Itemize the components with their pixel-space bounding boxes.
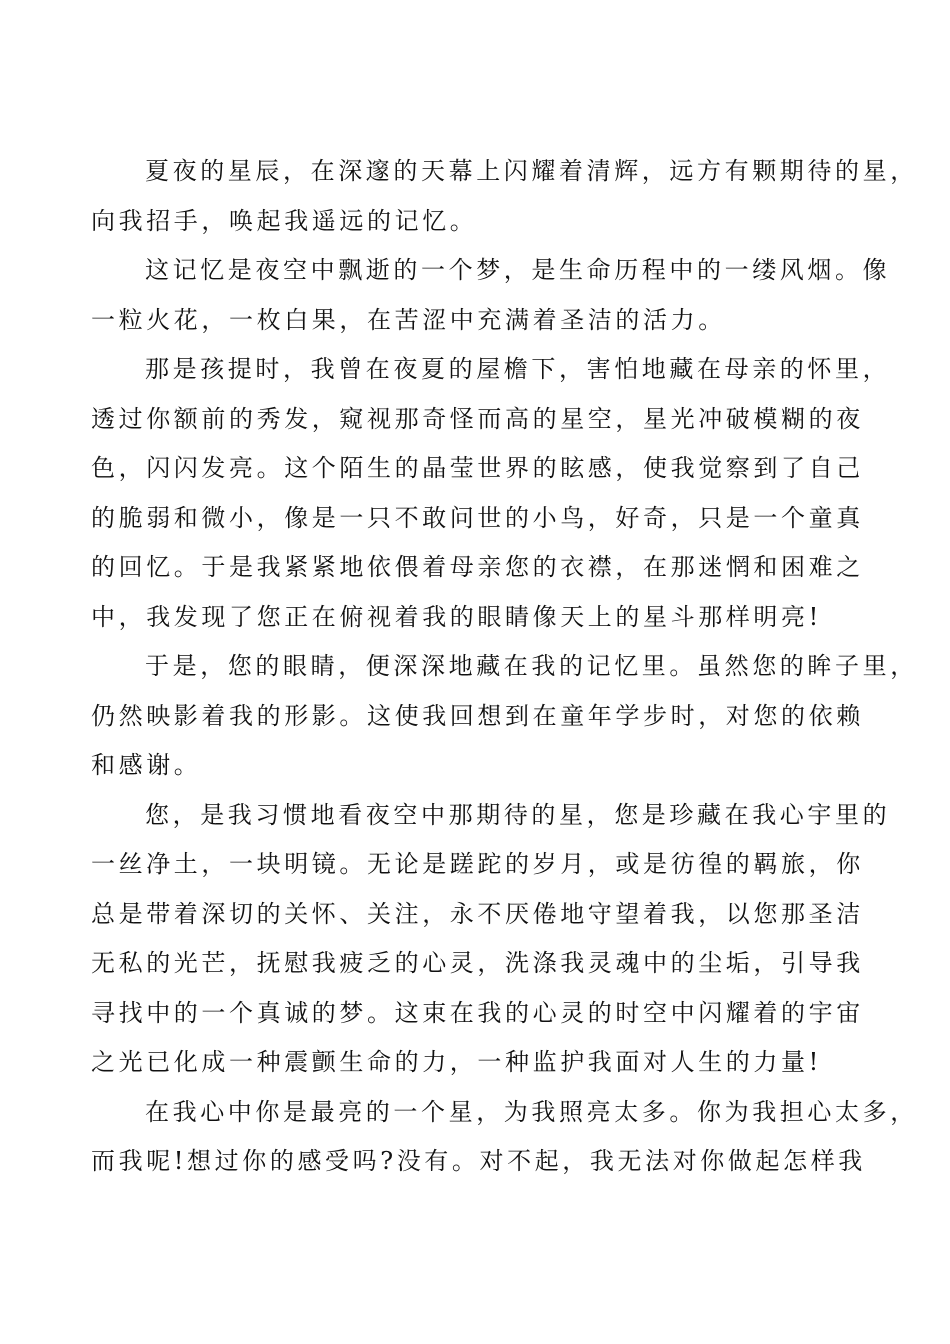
paragraph-5 <box>91 791 891 1088</box>
text-line: 寻找中的一个真诚的梦。这束在我的心灵的时空中闪耀着的宇宙 <box>91 998 864 1027</box>
text-line: 总是带着深切的关怀、关注，永不厌倦地守望着我，以您那圣洁 <box>91 899 864 928</box>
text-line: 中，我发现了您正在俯视着我的眼睛像天上的星斗那样明亮! <box>91 602 822 631</box>
text-line: 一丝净土，一块明镜。无论是蹉跎的岁月，或是彷徨的羁旅，你 <box>91 850 864 878</box>
text-line: 和感谢。 <box>91 751 202 779</box>
text-line: 的脆弱和微小，像是一只不敢问世的小鸟，好奇，只是一个童真 <box>91 503 864 532</box>
paragraph-4 <box>91 642 918 791</box>
paragraph-6 <box>91 1088 918 1187</box>
text-line: 向我招手，唤起我遥远的记忆。 <box>91 206 478 235</box>
text-line: 这记忆是夜空中飘逝的一个梦，是生命历程中的一缕风烟。像 <box>145 256 891 284</box>
text-line: 一粒火花，一枚白果，在苦涩中充满着圣洁的活力。 <box>91 305 726 334</box>
text-line: 色，闪闪发亮。这个陌生的晶莹世界的眩感，使我觉察到了自己 <box>91 454 864 482</box>
text-line: 的回忆。于是我紧紧地依偎着母亲您的衣襟，在那迷惘和困难之 <box>91 553 864 581</box>
paragraph-3 <box>91 345 891 642</box>
text-line: 无私的光芒，抚慰我疲乏的心灵，洗涤我灵魂中的尘垢，引导我 <box>91 949 864 977</box>
text-line: 透过你额前的秀发，窥视那奇怪而高的星空，星光冲破模糊的夜 <box>91 404 864 433</box>
text-line: 那是孩提时，我曾在夜夏的屋檐下，害怕地藏在母亲的怀里， <box>145 355 891 383</box>
paragraph-2 <box>91 246 891 345</box>
text-line: 在我心中你是最亮的一个星，为我照亮太多。你为我担心太多， <box>145 1097 918 1126</box>
paragraph-1 <box>91 147 918 246</box>
text-line: 而我呢!想过你的感受吗?没有。对不起，我无法对你做起怎样我 <box>91 1147 866 1175</box>
text-line: 之光已化成一种震颤生命的力，一种监护我面对人生的力量! <box>91 1048 822 1076</box>
text-line: 您，是我习惯地看夜空中那期待的星，您是珍藏在我心宇里的 <box>145 800 891 829</box>
text-line: 夏夜的星辰，在深邃的天幕上闪耀着清辉，远方有颗期待的星， <box>145 157 918 185</box>
text-line: 于是，您的眼睛，便深深地藏在我的记忆里。虽然您的眸子里， <box>145 652 918 680</box>
text-line: 仍然映影着我的形影。这使我回想到在童年学步时，对您的依赖 <box>91 701 864 730</box>
document-body <box>91 147 918 1187</box>
